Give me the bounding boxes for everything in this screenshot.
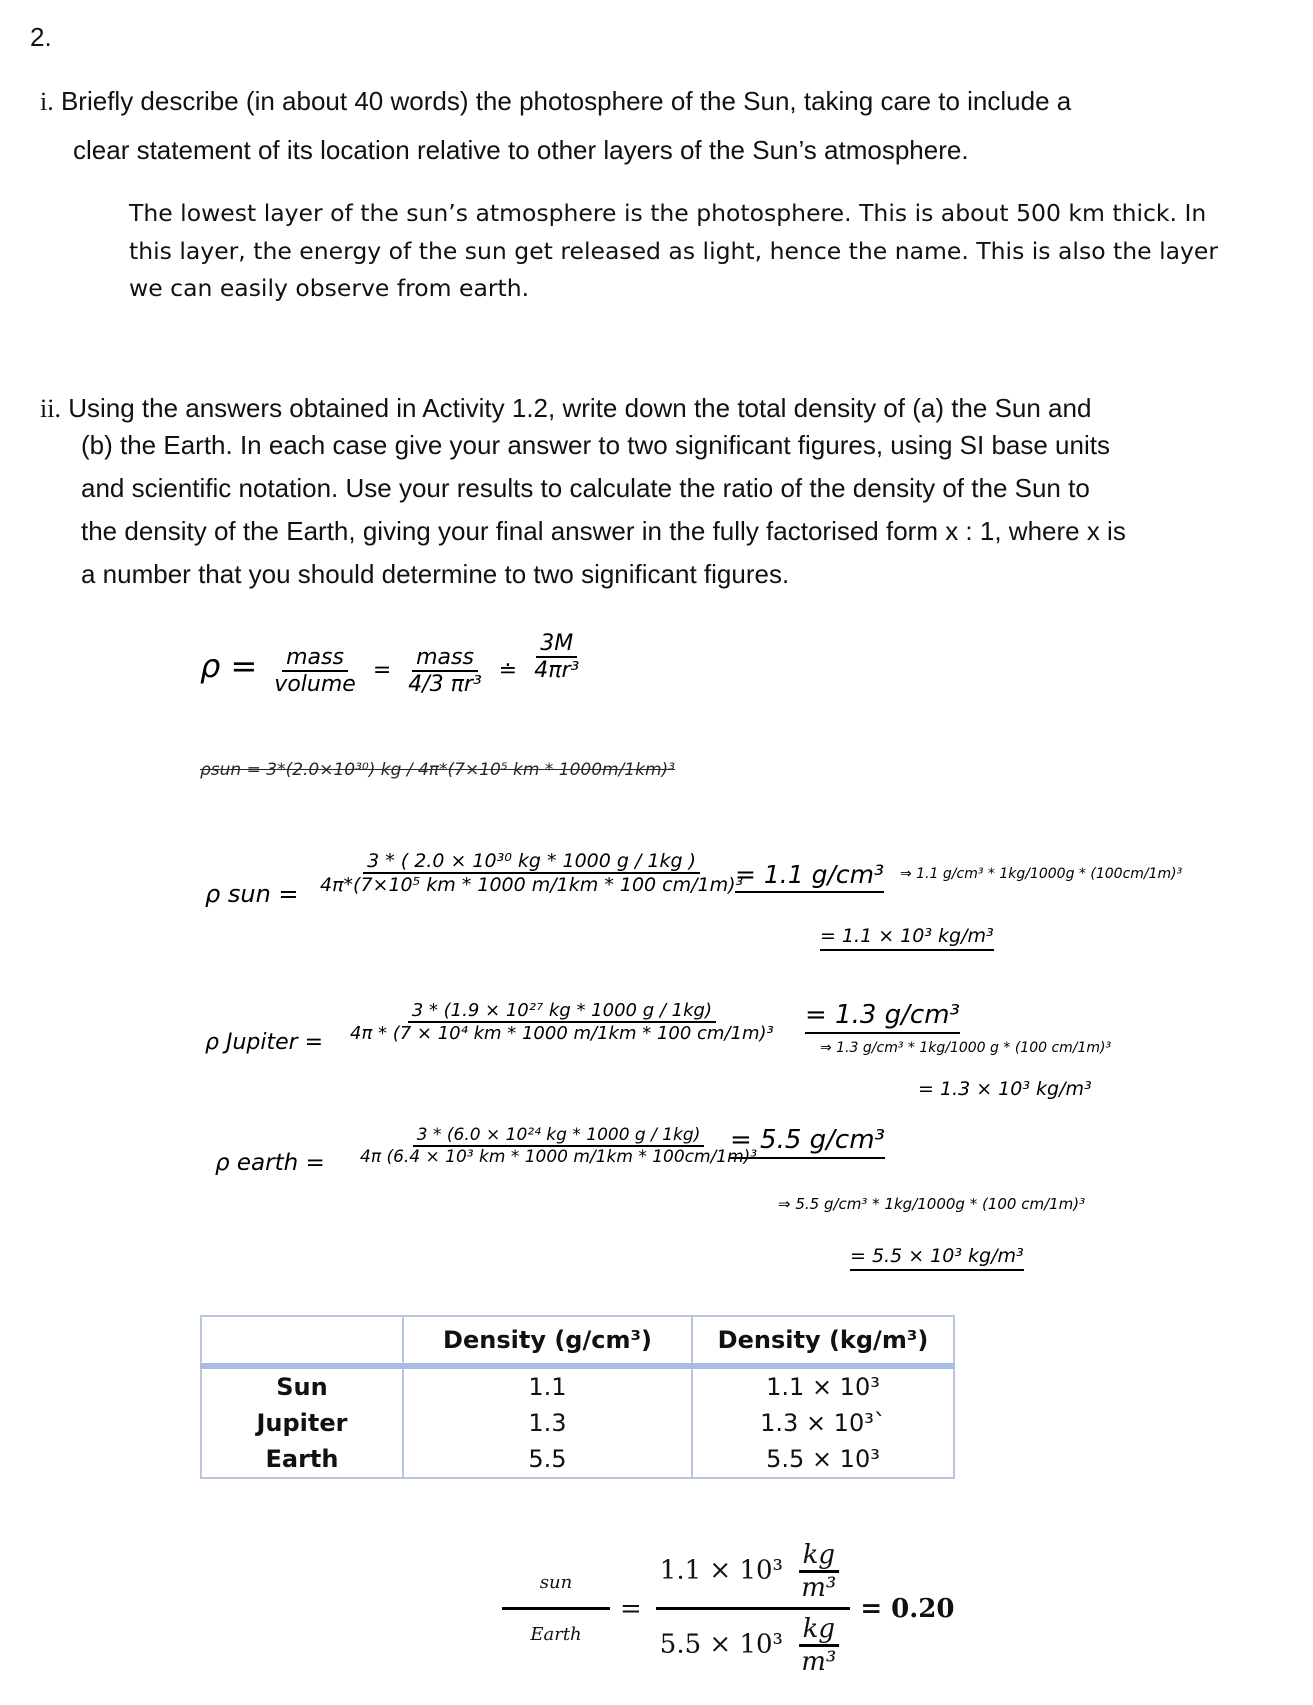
unit-kg: kg [799, 1614, 839, 1647]
part-ii-text: and scientific notation. Use your results to calculate the ratio of the density of the Sun to [81, 473, 1090, 503]
part-i-question [40, 86, 1071, 117]
earth-calc [350, 1125, 767, 1167]
sun-label: ρ sun = [205, 880, 299, 908]
part-ii-text: the density of the Earth, giving your final answer in the fully factorised form x : 1, where x is [81, 516, 1126, 546]
formula-num: 3M [536, 631, 577, 658]
sun-numerator: 3 * ( 2.0 × 10³⁰ kg * 1000 g / 1kg ) [363, 850, 700, 874]
jupiter-result-text: = 1.3 g/cm³ [805, 1000, 960, 1034]
jupiter-final: = 1.3 × 10³ kg/m³ [918, 1078, 1092, 1100]
jupiter-denominator: 4π * (7 × 10⁴ km * 1000 m/1km * 100 cm/1m)³ [350, 1023, 774, 1044]
ratio-equation [500, 1540, 954, 1677]
equals: = [620, 1593, 642, 1624]
unit-m3: m³ [801, 1573, 837, 1603]
answer-line: we can easily observe from earth. [129, 274, 530, 302]
jupiter-conversion: ⇒ 1.3 g/cm³ * 1kg/1000 g * (100 cm/1m)³ [820, 1040, 1112, 1056]
rho-symbol: ρ = [200, 647, 258, 685]
part-i-line1: Briefly describe (in about 40 words) the photosphere of the Sun, taking care to include a [60, 86, 1072, 116]
jupiter-result [805, 1000, 960, 1030]
part-i-line2: clear statement of its location relative to other layers of the Sun’s atmosphere. [73, 135, 969, 165]
density-formula [200, 631, 589, 697]
table-cell: Earth [201, 1441, 403, 1478]
table-cell: Sun [201, 1366, 403, 1405]
ratio-num-label: sun [502, 1572, 610, 1610]
table-row [201, 1366, 954, 1405]
unit-kg: kg [799, 1540, 839, 1573]
answer-line: this layer, the energy of the sun get released as light, hence the name. This is also the layer [129, 237, 1219, 265]
approx: ≐ [498, 658, 518, 683]
earth-numerator: 3 * (6.0 × 10²⁴ kg * 1000 g / 1kg) [413, 1125, 705, 1147]
unit-m3: m³ [801, 1647, 837, 1677]
part-ii-line1 [40, 393, 1091, 424]
part-ii-text: (b) the Earth. In each case give your answer to two significant figures, using SI base units [81, 430, 1110, 460]
equals: = [372, 658, 392, 683]
jupiter-label: ρ Jupiter = [205, 1030, 324, 1055]
crossed-out-work: ρsun = 3*(2.0×10³⁰) kg / 4π*(7×10⁵ km * 1000m/1km)³ [200, 760, 675, 780]
earth-result-text: = 5.5 g/cm³ [730, 1125, 885, 1159]
table-cell: 5.5 × 10³ [692, 1441, 954, 1478]
sun-result [735, 860, 884, 889]
earth-label: ρ earth = [215, 1150, 325, 1176]
table-cell: 1.3 × 10³` [692, 1405, 954, 1441]
formula-volume: volume [274, 672, 356, 697]
sun-result-text: = 1.1 g/cm³ [735, 860, 884, 893]
jupiter-calc [340, 1000, 784, 1044]
ratio-den-label: Earth [530, 1624, 582, 1645]
table-cell: 1.1 [403, 1366, 692, 1405]
formula-den: 4πr³ [534, 658, 580, 683]
formula-mass: mass [282, 645, 348, 672]
part-i-label: i. [40, 87, 54, 116]
question-number: 2. [30, 22, 52, 52]
table-cell: 1.1 × 10³ [692, 1366, 954, 1405]
jupiter-numerator: 3 * (1.9 × 10²⁷ kg * 1000 g / 1kg) [408, 1000, 716, 1023]
table-row [201, 1405, 954, 1441]
part-ii-label: ii. [40, 394, 61, 423]
earth-final-text: = 5.5 × 10³ kg/m³ [850, 1245, 1024, 1271]
answer-line: The lowest layer of the sun’s atmosphere is the photosphere. This is about 500 km thick. In [129, 199, 1207, 227]
sun-final-text: = 1.1 × 10³ kg/m³ [820, 925, 994, 951]
earth-conversion: ⇒ 5.5 g/cm³ * 1kg/1000g * (100 cm/1m)³ [778, 1195, 1086, 1213]
table-header: Density (g/cm³) [403, 1316, 692, 1366]
density-table [200, 1315, 955, 1479]
sun-final [820, 925, 994, 947]
ratio-numerator: 1.1 × 10³ [659, 1555, 783, 1586]
formula-mass: mass [412, 645, 478, 672]
table-header-row [201, 1316, 954, 1366]
sun-conversion: ⇒ 1.1 g/cm³ * 1kg/1000g * (100cm/1m)³ [900, 866, 1183, 882]
table-header [201, 1316, 403, 1366]
table-cell: 1.3 [403, 1405, 692, 1441]
earth-result [730, 1125, 885, 1155]
sun-calc [310, 850, 753, 896]
part-ii-text: Using the answers obtained in Activity 1.2, write down the total density of (a) the Sun and [68, 393, 1092, 423]
ratio-denominator: 5.5 × 10³ [659, 1629, 783, 1660]
table-header: Density (kg/m³) [692, 1316, 954, 1366]
earth-denominator: 4π (6.4 × 10³ km * 1000 m/1km * 100cm/1m)³ [360, 1147, 758, 1167]
ratio-result: = 0.20 [860, 1593, 955, 1624]
earth-final [850, 1245, 1024, 1267]
sun-denominator: 4π*(7×10⁵ km * 1000 m/1km * 100 cm/1m)³ [320, 874, 744, 896]
part-ii-text: a number that you should determine to two significant figures. [81, 559, 790, 589]
table-row [201, 1441, 954, 1478]
formula-volume-expr: 4/3 πr³ [408, 672, 482, 697]
table-cell: Jupiter [201, 1405, 403, 1441]
table-cell: 5.5 [403, 1441, 692, 1478]
